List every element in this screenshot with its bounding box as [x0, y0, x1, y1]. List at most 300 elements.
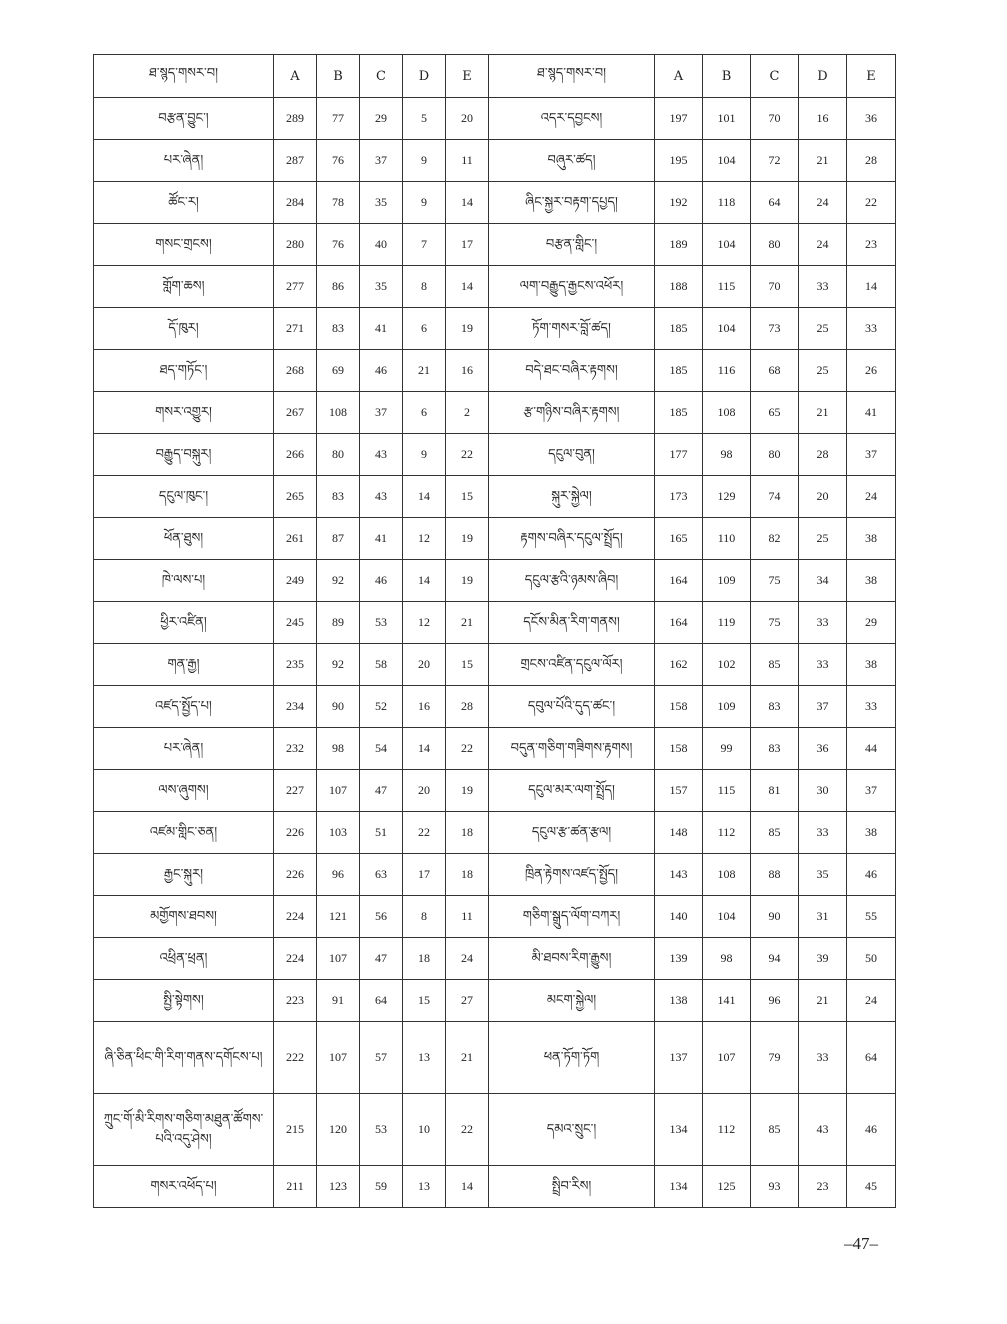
count-cell-left: 215 — [274, 1094, 317, 1166]
count-cell-right: 21 — [799, 980, 847, 1022]
term-cell-left: ཚོང་ར། — [94, 182, 274, 224]
count-cell-right: 188 — [655, 266, 703, 308]
count-cell-right: 112 — [703, 812, 751, 854]
header-word-right: ཐ་སྙད་གསར་བ། — [489, 55, 655, 98]
count-cell-right: 192 — [655, 182, 703, 224]
count-cell-left: 24 — [446, 938, 489, 980]
count-cell-right: 162 — [655, 644, 703, 686]
count-cell-right: 36 — [799, 728, 847, 770]
term-cell-left: རྒྱང་སྐུར། — [94, 854, 274, 896]
count-cell-right: 83 — [751, 728, 799, 770]
count-cell-left: 46 — [360, 350, 403, 392]
count-cell-right: 45 — [847, 1166, 896, 1208]
count-cell-left: 15 — [446, 644, 489, 686]
count-cell-left: 14 — [403, 728, 446, 770]
count-cell-left: 14 — [446, 266, 489, 308]
count-cell-left: 19 — [446, 308, 489, 350]
count-cell-right: 55 — [847, 896, 896, 938]
count-cell-right: 164 — [655, 560, 703, 602]
count-cell-left: 29 — [360, 98, 403, 140]
count-cell-left: 20 — [446, 98, 489, 140]
count-cell-left: 13 — [403, 1022, 446, 1094]
count-cell-right: 109 — [703, 686, 751, 728]
count-cell-left: 267 — [274, 392, 317, 434]
count-cell-left: 9 — [403, 182, 446, 224]
count-cell-right: 90 — [751, 896, 799, 938]
count-cell-left: 227 — [274, 770, 317, 812]
table-row — [94, 308, 896, 350]
count-cell-left: 16 — [403, 686, 446, 728]
count-cell-left: 69 — [317, 350, 360, 392]
count-cell-left: 64 — [360, 980, 403, 1022]
count-cell-right: 88 — [751, 854, 799, 896]
count-cell-right: 104 — [703, 308, 751, 350]
table-row — [94, 938, 896, 980]
count-cell-left: 17 — [403, 854, 446, 896]
count-cell-left: 107 — [317, 1022, 360, 1094]
table-row — [94, 812, 896, 854]
count-cell-left: 235 — [274, 644, 317, 686]
count-cell-left: 58 — [360, 644, 403, 686]
count-cell-left: 78 — [317, 182, 360, 224]
count-cell-right: 129 — [703, 476, 751, 518]
table-row — [94, 644, 896, 686]
term-cell-left: སྤྱི་སྟེགས། — [94, 980, 274, 1022]
term-cell-left: བརྒྱུད་བསྐུར། — [94, 434, 274, 476]
count-cell-left: 46 — [360, 560, 403, 602]
table-row — [94, 392, 896, 434]
count-cell-right: 75 — [751, 602, 799, 644]
header-col-c-left: C — [360, 55, 403, 98]
count-cell-right: 134 — [655, 1094, 703, 1166]
count-cell-left: 98 — [317, 728, 360, 770]
count-cell-right: 46 — [847, 854, 896, 896]
count-cell-left: 80 — [317, 434, 360, 476]
count-cell-right: 33 — [847, 308, 896, 350]
term-cell-left: གསར་འགྱུར། — [94, 392, 274, 434]
count-cell-right: 98 — [703, 938, 751, 980]
count-cell-right: 112 — [703, 1094, 751, 1166]
count-cell-left: 43 — [360, 434, 403, 476]
count-cell-left: 83 — [317, 308, 360, 350]
term-cell-right: བདུན་གཅིག་གཟིགས་རྟགས། — [489, 728, 655, 770]
count-cell-left: 277 — [274, 266, 317, 308]
count-cell-left: 8 — [403, 266, 446, 308]
count-cell-right: 158 — [655, 686, 703, 728]
header-col-d-right: D — [799, 55, 847, 98]
term-cell-right: དངོས་མིན་རིག་གནས། — [489, 602, 655, 644]
count-cell-left: 77 — [317, 98, 360, 140]
count-cell-left: 37 — [360, 140, 403, 182]
term-cell-left: པར་ཞེན། — [94, 140, 274, 182]
term-cell-right: སྤྲིབ་རིས། — [489, 1166, 655, 1208]
count-cell-right: 148 — [655, 812, 703, 854]
count-cell-left: 21 — [403, 350, 446, 392]
count-cell-left: 226 — [274, 812, 317, 854]
count-cell-right: 195 — [655, 140, 703, 182]
word-frequency-table — [93, 54, 896, 1208]
count-cell-left: 21 — [446, 1022, 489, 1094]
term-cell-right: མངག་སྐྱེལ། — [489, 980, 655, 1022]
count-cell-right: 93 — [751, 1166, 799, 1208]
count-cell-left: 53 — [360, 1094, 403, 1166]
count-cell-left: 2 — [446, 392, 489, 434]
count-cell-left: 234 — [274, 686, 317, 728]
count-cell-right: 33 — [799, 1022, 847, 1094]
count-cell-right: 38 — [847, 812, 896, 854]
count-cell-left: 103 — [317, 812, 360, 854]
header-col-e-left: E — [446, 55, 489, 98]
count-cell-left: 226 — [274, 854, 317, 896]
count-cell-left: 121 — [317, 896, 360, 938]
table-row — [94, 770, 896, 812]
term-cell-left: ཕྱིར་འཛིན། — [94, 602, 274, 644]
table-row — [94, 476, 896, 518]
count-cell-right: 139 — [655, 938, 703, 980]
count-cell-right: 104 — [703, 224, 751, 266]
count-cell-left: 20 — [403, 770, 446, 812]
count-cell-right: 65 — [751, 392, 799, 434]
count-cell-left: 14 — [446, 182, 489, 224]
count-cell-right: 64 — [751, 182, 799, 224]
count-cell-left: 27 — [446, 980, 489, 1022]
count-cell-left: 11 — [446, 896, 489, 938]
count-cell-left: 12 — [403, 602, 446, 644]
count-cell-left: 43 — [360, 476, 403, 518]
count-cell-right: 74 — [751, 476, 799, 518]
count-cell-left: 47 — [360, 770, 403, 812]
table-row — [94, 1166, 896, 1208]
count-cell-right: 157 — [655, 770, 703, 812]
count-cell-left: 266 — [274, 434, 317, 476]
count-cell-left: 14 — [403, 476, 446, 518]
count-cell-left: 108 — [317, 392, 360, 434]
count-cell-right: 38 — [847, 560, 896, 602]
count-cell-right: 99 — [703, 728, 751, 770]
count-cell-right: 80 — [751, 224, 799, 266]
count-cell-left: 7 — [403, 224, 446, 266]
count-cell-right: 37 — [799, 686, 847, 728]
term-cell-right: དབུལ་པོའི་དུད་ཚང་། — [489, 686, 655, 728]
count-cell-left: 52 — [360, 686, 403, 728]
count-cell-right: 16 — [799, 98, 847, 140]
count-cell-right: 37 — [847, 434, 896, 476]
count-cell-right: 116 — [703, 350, 751, 392]
table-row — [94, 854, 896, 896]
count-cell-right: 137 — [655, 1022, 703, 1094]
count-cell-right: 28 — [799, 434, 847, 476]
term-cell-right: གྲངས་འཛིན་དངུལ་ལོར། — [489, 644, 655, 686]
term-cell-right: དངུལ་བུན། — [489, 434, 655, 476]
count-cell-right: 107 — [703, 1022, 751, 1094]
term-cell-right: བཞུར་ཚད། — [489, 140, 655, 182]
term-cell-right: དངུལ་མར་ལག་སྤྲོད། — [489, 770, 655, 812]
count-cell-left: 83 — [317, 476, 360, 518]
count-cell-left: 10 — [403, 1094, 446, 1166]
table-row — [94, 434, 896, 476]
term-cell-right: རྟགས་བཞིར་དངུལ་སྤྲོད། — [489, 518, 655, 560]
term-cell-left: དོ་ཁུར། — [94, 308, 274, 350]
term-cell-left: གསང་གྲངས། — [94, 224, 274, 266]
count-cell-right: 197 — [655, 98, 703, 140]
term-cell-right: དངུལ་རྩའི་ཉམས་ཞིབ། — [489, 560, 655, 602]
count-cell-right: 108 — [703, 392, 751, 434]
count-cell-left: 87 — [317, 518, 360, 560]
count-cell-right: 165 — [655, 518, 703, 560]
count-cell-left: 8 — [403, 896, 446, 938]
term-cell-left: དངུལ་ཁུང་། — [94, 476, 274, 518]
count-cell-left: 222 — [274, 1022, 317, 1094]
count-cell-right: 104 — [703, 896, 751, 938]
term-cell-left: ཁེ་ལས་པ། — [94, 560, 274, 602]
count-cell-right: 33 — [799, 602, 847, 644]
count-cell-left: 107 — [317, 938, 360, 980]
count-cell-right: 98 — [703, 434, 751, 476]
term-cell-left: འཕྲིན་ཕྲན། — [94, 938, 274, 980]
count-cell-left: 123 — [317, 1166, 360, 1208]
count-cell-right: 164 — [655, 602, 703, 644]
count-cell-left: 211 — [274, 1166, 317, 1208]
term-cell-left: གན་རྒྱ། — [94, 644, 274, 686]
count-cell-left: 19 — [446, 518, 489, 560]
count-cell-right: 73 — [751, 308, 799, 350]
count-cell-right: 21 — [799, 140, 847, 182]
count-cell-left: 13 — [403, 1166, 446, 1208]
count-cell-right: 50 — [847, 938, 896, 980]
count-cell-left: 224 — [274, 896, 317, 938]
count-cell-right: 158 — [655, 728, 703, 770]
count-cell-left: 224 — [274, 938, 317, 980]
count-cell-right: 33 — [799, 644, 847, 686]
term-cell-left: ཐད་གཏོང་། — [94, 350, 274, 392]
count-cell-right: 80 — [751, 434, 799, 476]
count-cell-right: 24 — [799, 182, 847, 224]
count-cell-left: 11 — [446, 140, 489, 182]
table-row — [94, 686, 896, 728]
count-cell-left: 6 — [403, 392, 446, 434]
count-cell-right: 14 — [847, 266, 896, 308]
count-cell-right: 37 — [847, 770, 896, 812]
count-cell-left: 86 — [317, 266, 360, 308]
term-cell-right: མི་ཐབས་རིག་རྒྱུས། — [489, 938, 655, 980]
count-cell-right: 125 — [703, 1166, 751, 1208]
count-cell-right: 96 — [751, 980, 799, 1022]
count-cell-right: 24 — [847, 980, 896, 1022]
count-cell-left: 261 — [274, 518, 317, 560]
count-cell-right: 75 — [751, 560, 799, 602]
count-cell-left: 232 — [274, 728, 317, 770]
count-cell-left: 15 — [403, 980, 446, 1022]
count-cell-right: 68 — [751, 350, 799, 392]
count-cell-left: 18 — [446, 854, 489, 896]
term-cell-left: འཛམ་གླིང་ཅན། — [94, 812, 274, 854]
count-cell-left: 16 — [446, 350, 489, 392]
term-cell-right: ཏོག་གསར་བློ་ཚད། — [489, 308, 655, 350]
count-cell-right: 104 — [703, 140, 751, 182]
table-row — [94, 602, 896, 644]
term-cell-left: ལས་ཞུགས། — [94, 770, 274, 812]
table-row — [94, 980, 896, 1022]
count-cell-left: 21 — [446, 602, 489, 644]
count-cell-right: 33 — [847, 686, 896, 728]
count-cell-right: 38 — [847, 644, 896, 686]
table-row — [94, 266, 896, 308]
count-cell-right: 46 — [847, 1094, 896, 1166]
count-cell-right: 189 — [655, 224, 703, 266]
term-cell-right: ཞིང་སྐྱར་བརྟག་དཔྱད། — [489, 182, 655, 224]
count-cell-right: 185 — [655, 308, 703, 350]
count-cell-right: 141 — [703, 980, 751, 1022]
term-cell-right: ཁྲིན་རྟེགས་འཛད་སྤྱོད། — [489, 854, 655, 896]
count-cell-right: 24 — [847, 476, 896, 518]
term-cell-right: རྩ་གཉིས་བཞིར་རྟགས། — [489, 392, 655, 434]
count-cell-right: 30 — [799, 770, 847, 812]
count-cell-left: 22 — [446, 728, 489, 770]
count-cell-left: 37 — [360, 392, 403, 434]
count-cell-right: 101 — [703, 98, 751, 140]
count-cell-left: 92 — [317, 560, 360, 602]
term-cell-right: གཅིག་སྒྲུད་ལོག་བཀར། — [489, 896, 655, 938]
table-row — [94, 224, 896, 266]
count-cell-left: 90 — [317, 686, 360, 728]
header-col-a-left: A — [274, 55, 317, 98]
count-cell-left: 287 — [274, 140, 317, 182]
count-cell-right: 83 — [751, 686, 799, 728]
count-cell-left: 56 — [360, 896, 403, 938]
count-cell-right: 134 — [655, 1166, 703, 1208]
count-cell-left: 12 — [403, 518, 446, 560]
count-cell-left: 22 — [446, 1094, 489, 1166]
count-cell-right: 39 — [799, 938, 847, 980]
term-cell-right: དམའ་སྲུང་། — [489, 1094, 655, 1166]
table-row — [94, 350, 896, 392]
count-cell-left: 271 — [274, 308, 317, 350]
count-cell-right: 23 — [847, 224, 896, 266]
header-col-b-right: B — [703, 55, 751, 98]
count-cell-right: 82 — [751, 518, 799, 560]
term-cell-left: གློག་ཆས། — [94, 266, 274, 308]
table-row — [94, 1094, 896, 1166]
count-cell-right: 70 — [751, 266, 799, 308]
count-cell-right: 35 — [799, 854, 847, 896]
term-cell-right: འདར་དབྱངས། — [489, 98, 655, 140]
count-cell-right: 143 — [655, 854, 703, 896]
count-cell-right: 109 — [703, 560, 751, 602]
count-cell-right: 173 — [655, 476, 703, 518]
count-cell-left: 289 — [274, 98, 317, 140]
count-cell-right: 110 — [703, 518, 751, 560]
count-cell-left: 17 — [446, 224, 489, 266]
term-cell-right: ལག་བརྒྱུད་རྒྱངས་འཕོར། — [489, 266, 655, 308]
page-number: –47– — [844, 1234, 878, 1253]
header-col-a-right: A — [655, 55, 703, 98]
count-cell-left: 6 — [403, 308, 446, 350]
count-cell-left: 96 — [317, 854, 360, 896]
count-cell-right: 25 — [799, 308, 847, 350]
count-cell-right: 64 — [847, 1022, 896, 1094]
count-cell-left: 22 — [446, 434, 489, 476]
count-cell-left: 9 — [403, 434, 446, 476]
term-cell-left: བརྩན་བྱུང་། — [94, 98, 274, 140]
header-word-left: ཐ་སྙད་གསར་བ། — [94, 55, 274, 98]
count-cell-right: 118 — [703, 182, 751, 224]
count-cell-right: 22 — [847, 182, 896, 224]
term-cell-left: ཀྲུང་གོ་མི་རིགས་གཅིག་མཐུན་ཚོགས་པའི་འདུ་ཤེས། — [94, 1094, 274, 1166]
table-row — [94, 140, 896, 182]
count-cell-right: 72 — [751, 140, 799, 182]
count-cell-left: 92 — [317, 644, 360, 686]
table-row — [94, 728, 896, 770]
count-cell-left: 120 — [317, 1094, 360, 1166]
table-row — [94, 896, 896, 938]
count-cell-left: 284 — [274, 182, 317, 224]
count-cell-right: 43 — [799, 1094, 847, 1166]
count-cell-right: 185 — [655, 350, 703, 392]
header-col-c-right: C — [751, 55, 799, 98]
count-cell-left: 249 — [274, 560, 317, 602]
term-cell-left: ཞི་ཅིན་ཕིང་གི་རིག་གནས་དགོངས་པ། — [94, 1022, 274, 1094]
count-cell-left: 41 — [360, 518, 403, 560]
count-cell-left: 76 — [317, 140, 360, 182]
count-cell-right: 33 — [799, 266, 847, 308]
count-cell-left: 53 — [360, 602, 403, 644]
count-cell-right: 26 — [847, 350, 896, 392]
count-cell-left: 15 — [446, 476, 489, 518]
count-cell-left: 51 — [360, 812, 403, 854]
count-cell-right: 25 — [799, 518, 847, 560]
term-cell-left: འཛད་སྤྱོད་པ། — [94, 686, 274, 728]
count-cell-right: 115 — [703, 770, 751, 812]
count-cell-left: 14 — [446, 1166, 489, 1208]
count-cell-left: 47 — [360, 938, 403, 980]
count-cell-left: 91 — [317, 980, 360, 1022]
count-cell-right: 34 — [799, 560, 847, 602]
count-cell-left: 40 — [360, 224, 403, 266]
count-cell-right: 119 — [703, 602, 751, 644]
count-cell-right: 108 — [703, 854, 751, 896]
count-cell-left: 20 — [403, 644, 446, 686]
count-cell-right: 85 — [751, 812, 799, 854]
term-cell-right: ཕན་ཏོག་ཏོག — [489, 1022, 655, 1094]
count-cell-left: 265 — [274, 476, 317, 518]
table-row — [94, 98, 896, 140]
count-cell-left: 35 — [360, 266, 403, 308]
count-cell-left: 76 — [317, 224, 360, 266]
count-cell-left: 57 — [360, 1022, 403, 1094]
count-cell-left: 223 — [274, 980, 317, 1022]
count-cell-left: 63 — [360, 854, 403, 896]
header-row — [94, 55, 896, 98]
count-cell-right: 38 — [847, 518, 896, 560]
count-cell-right: 24 — [799, 224, 847, 266]
count-cell-left: 18 — [446, 812, 489, 854]
count-cell-left: 280 — [274, 224, 317, 266]
header-col-e-right: E — [847, 55, 896, 98]
count-cell-right: 85 — [751, 644, 799, 686]
table-row — [94, 518, 896, 560]
count-cell-left: 18 — [403, 938, 446, 980]
count-cell-right: 115 — [703, 266, 751, 308]
count-cell-left: 28 — [446, 686, 489, 728]
count-cell-right: 41 — [847, 392, 896, 434]
count-cell-right: 177 — [655, 434, 703, 476]
table-body — [94, 98, 896, 1208]
count-cell-right: 81 — [751, 770, 799, 812]
term-cell-right: དངུལ་རྩ་ཚན་རྩལ། — [489, 812, 655, 854]
table-row — [94, 560, 896, 602]
count-cell-left: 19 — [446, 560, 489, 602]
term-cell-left: ཕོན་ཐུས། — [94, 518, 274, 560]
